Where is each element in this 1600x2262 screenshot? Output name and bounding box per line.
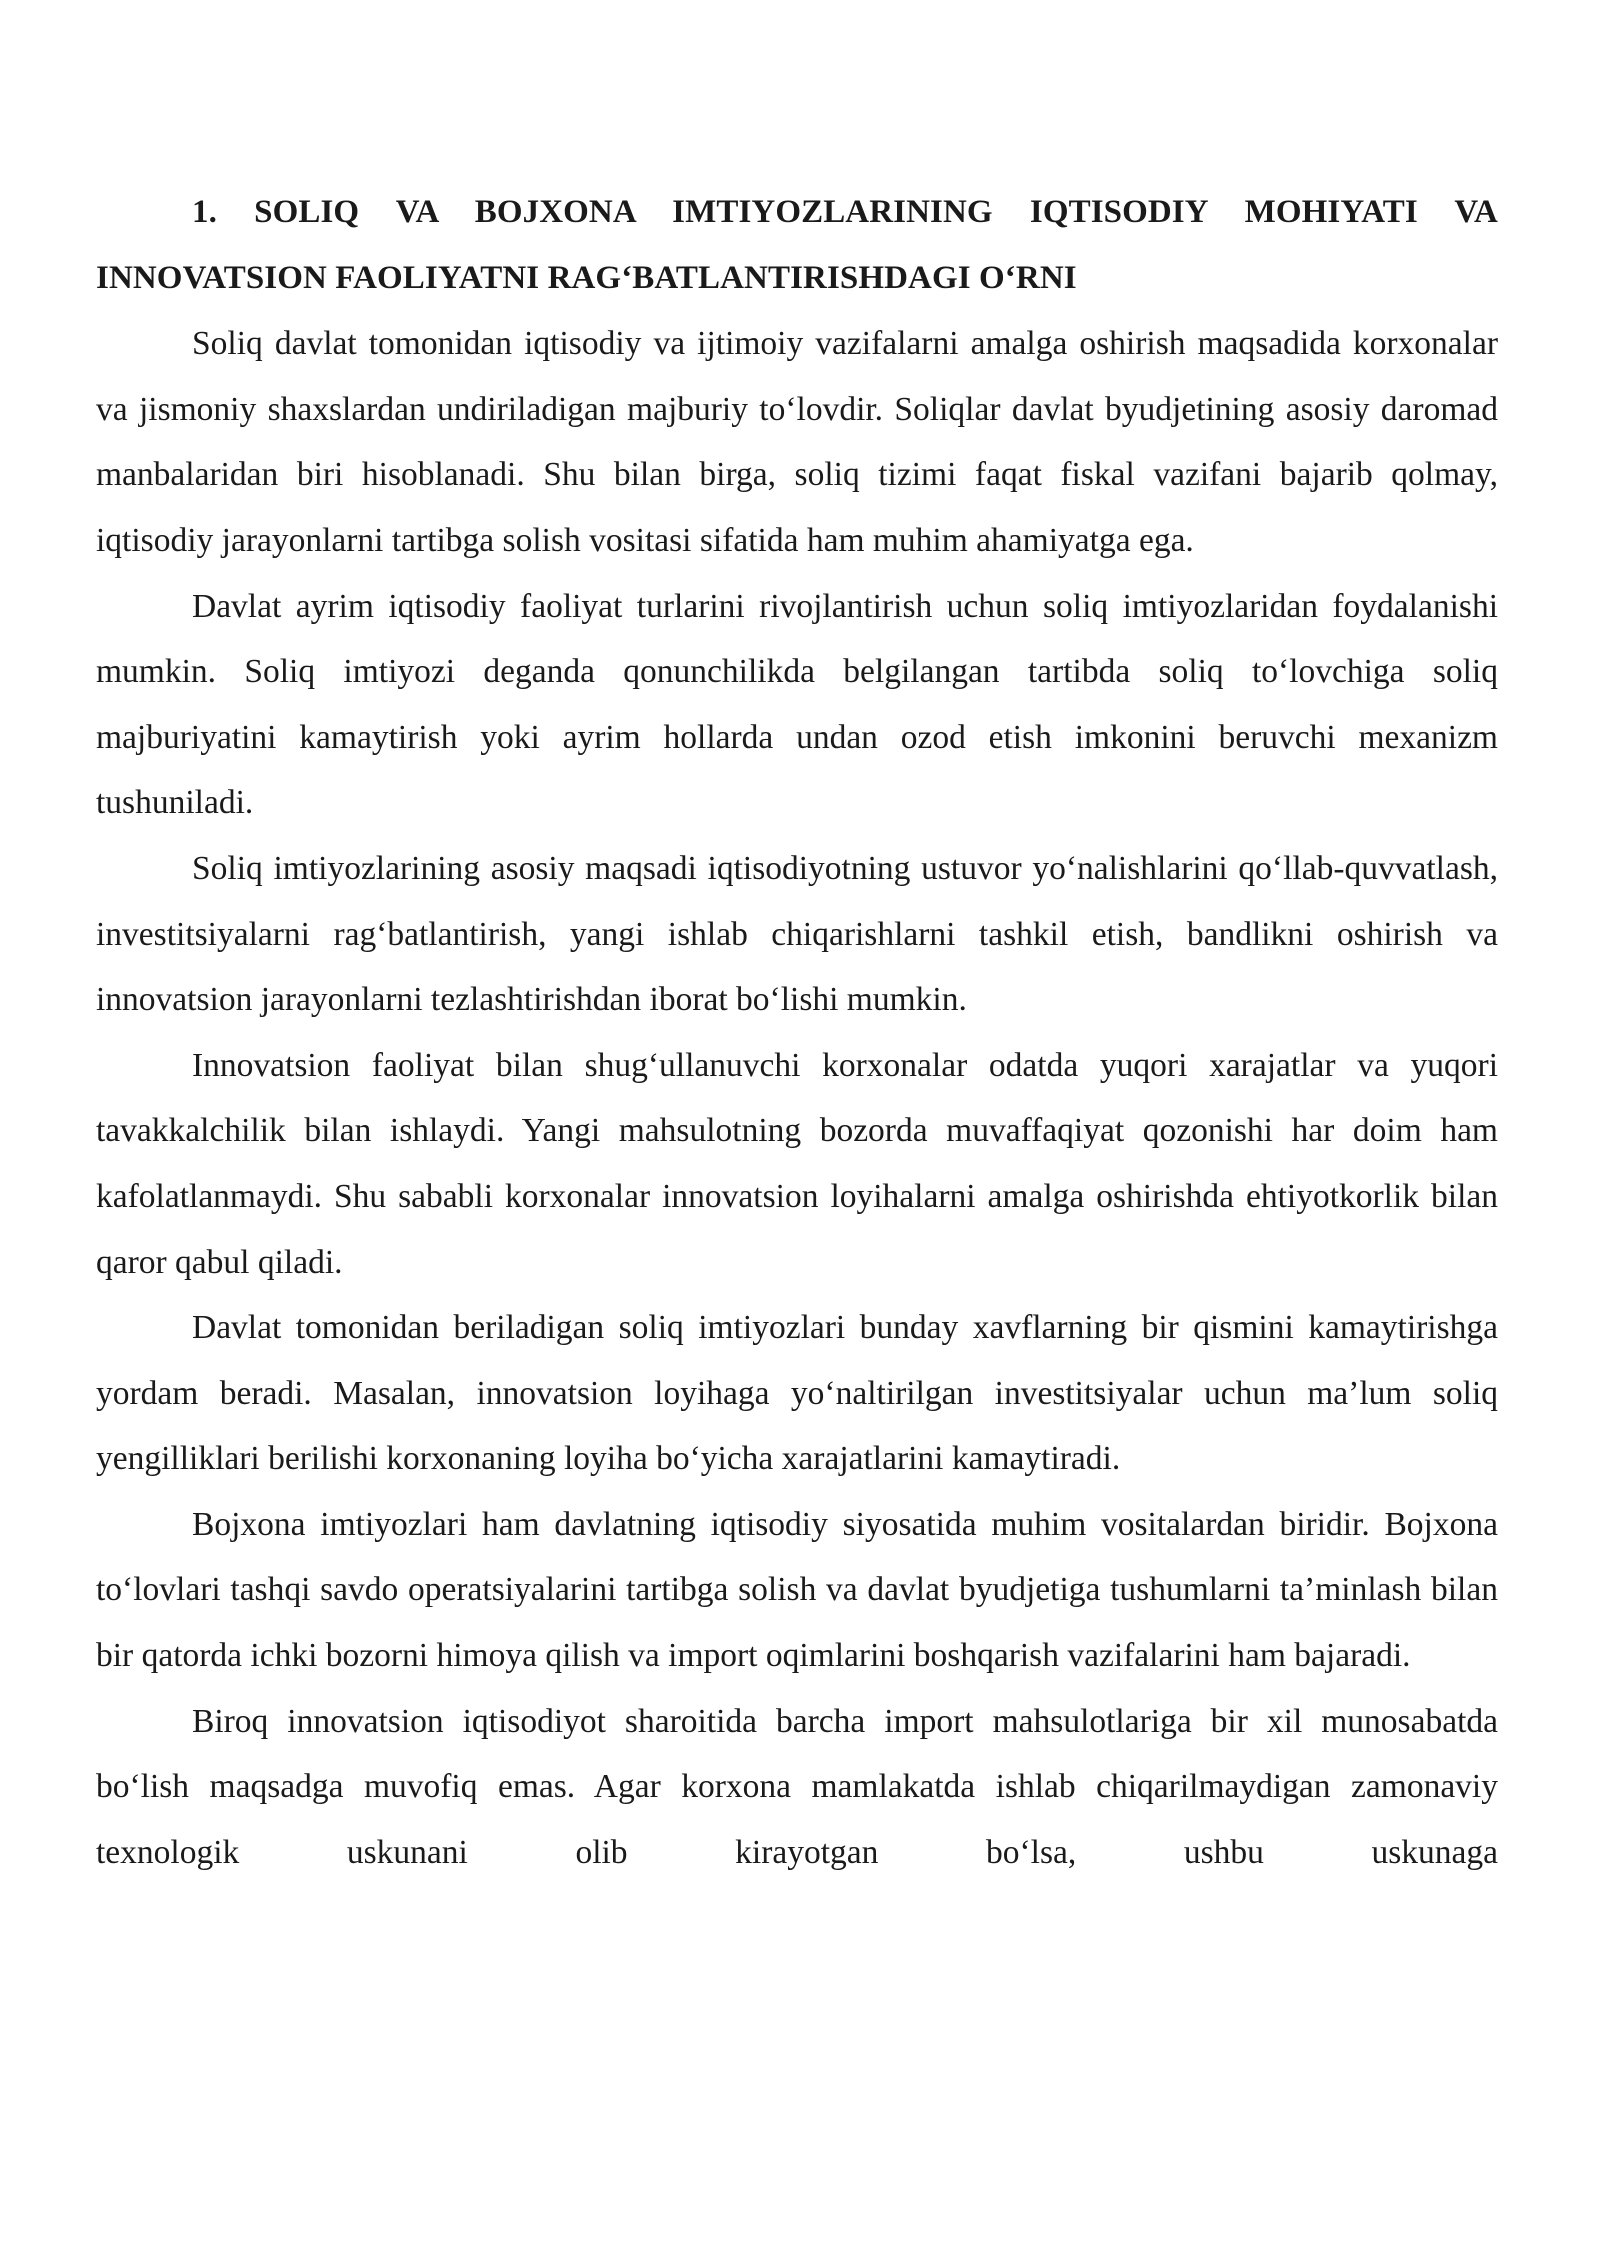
- section-heading: 1. SOLIQ VA BOJXONA IMTIYOZLARINING IQTISODIY MOHIYATI VA INNOVATSION FAOLIYATNI RAG‘BATLANTIRISHDAGI O‘RNI: [96, 194, 1498, 296]
- paragraph-1: Soliq davlat tomonidan iqtisodiy va ijtimoiy vazifalarni amalga oshirish maqsadida korxonalar va jismoniy shaxslardan undiriladigan majburiy to‘lovdir. Soliqlar davlat byudjetining asosiy daromad manbalaridan biri hisoblanadi. Shu bilan birga, soliq tizimi faqat fiskal vazifani bajarib qolmay, iqtisodiy jarayonlarni tartibga solish vositasi sifatida ham muhim ahamiyatga ega.: [96, 325, 1498, 559]
- document-page: [96, 180, 1498, 1885]
- paragraph-5: Davlat tomonidan beriladigan soliq imtiyozlari bunday xavflarning bir qismini kamaytirishga yordam beradi. Masalan, innovatsion loyihaga yo‘naltirilgan investitsiyalar uchun ma’lum soliq yengilliklari berilishi korxonaning loyiha bo‘yicha xarajatlarini kamaytiradi.: [96, 1309, 1498, 1478]
- paragraph-7: Biroq innovatsion iqtisodiyot sharoitida barcha import mahsulotlariga bir xil munosabatda bo‘lish maqsadga muvofiq emas. Agar korxona mamlakatda ishlab chiqarilmaydigan zamonaviy texnologik uskunani olib kirayotgan bo‘lsa, ushbu uskunaga: [96, 1702, 1498, 1871]
- paragraph-4: Innovatsion faoliyat bilan shug‘ullanuvchi korxonalar odatda yuqori xarajatlar va yuqori tavakkalchilik bilan ishlaydi. Yangi mahsulotning bozorda muvaffaqiyat qozonishi har doim ham kafolatlanmaydi. Shu sababli korxonalar innovatsion loyihalarni amalga oshirishda ehtiyotkorlik bilan qaror qabul qiladi.: [96, 1046, 1498, 1281]
- paragraph-2: Davlat ayrim iqtisodiy faoliyat turlarini rivojlantirish uchun soliq imtiyozlaridan foydalanishi mumkin. Soliq imtiyozi deganda qonunchilikda belgilangan tartibda soliq to‘lovchiga soliq majburiyatini kamaytirish yoki ayrim hollarda undan ozod etish imkonini beruvchi mexanizm tushuniladi.: [96, 587, 1498, 822]
- paragraph-3: Soliq imtiyozlarining asosiy maqsadi iqtisodiyotning ustuvor yo‘nalishlarini qo‘llab-quvvatlash, investitsiyalarni rag‘batlantirish, yangi ishlab chiqarishlarni tashkil etish, bandlikni oshirish va innovatsion jarayonlarni tezlashtirishdan iborat bo‘lishi mumkin.: [96, 849, 1498, 1019]
- paragraph-6: Bojxona imtiyozlari ham davlatning iqtisodiy siyosatida muhim vositalardan biridir. Bojxona to‘lovlari tashqi savdo operatsiyalarini tartibga solish va davlat byudjetiga tushumlarni ta’minlash bilan bir qatorda ichki bozorni himoya qilish va import oqimlarini boshqarish vazifalarini ham bajaradi.: [96, 1505, 1498, 1675]
